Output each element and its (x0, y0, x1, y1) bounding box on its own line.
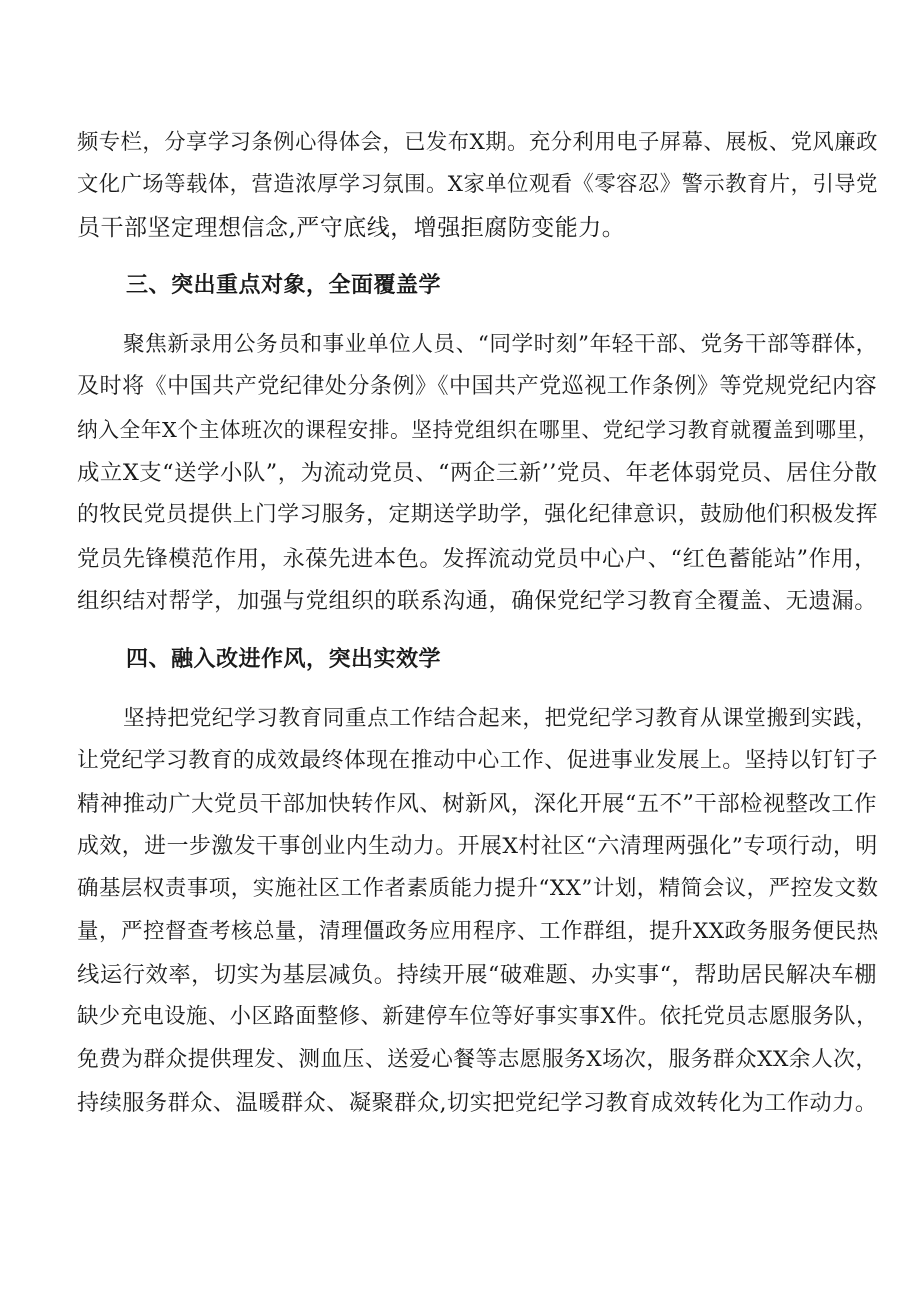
section-3-line-4: 成立X支“送学小队”，为流动党员、“两企三新’’党员、年老体弱党员、居住分散 (77, 460, 878, 486)
section-3-line-6: 党员先锋模范作用，永葆先进本色。发挥流动党员中心户、“红色蓄能站”作用， (77, 546, 877, 572)
section-4-line-2: 让党纪学习教育的成效最终体现在推动中心工作、促进事业发展上。坚持以钉钉子 (77, 748, 878, 773)
intro-line-3: 员干部坚定理想信念,严守底线，增强拒腐防变能力。 (77, 215, 626, 241)
section-3-heading: 三、突出重点对象，全面覆盖学 (126, 273, 442, 298)
section-3-line-3: 纳入全年X个主体班次的课程安排。坚持党组织在哪里、党纪学习教育就覆盖到哪里， (77, 418, 880, 442)
section-4-line-1: 坚持把党纪学习教育同重点工作结合起来，把党纪学习教育从课堂搬到实践， (123, 706, 878, 731)
intro-line-1: 频专栏，分享学习条例心得体会，已发布X期。充分利用电子屏幕、展板、党风廉政 (77, 130, 878, 155)
section-4-line-7: 线运行效率，切实为基层减负。持续开展“破难题、办实事“，帮助居民解决车棚 (77, 962, 877, 988)
intro-line-2: 文化广场等载体，营造浓厚学习氛围。X家单位观看《零容忍》警示教育片，引导党 (77, 172, 878, 197)
section-4-line-3: 精神推动广大党员干部加快转作风、树新风，深化开展“五不”干部检视整改工作 (77, 791, 877, 817)
section-4-heading: 四、融入改进作风，突出实效学 (126, 647, 442, 672)
section-4-line-6: 量，严控督查考核总量，清理僵政务应用程序、工作群组，提升XX政务服务便民热 (77, 919, 879, 944)
section-3-line-7: 组织结对帮学，加强与党组织的联系沟通，确保党纪学习教育全覆盖、无遗漏。 (77, 588, 878, 614)
section-4-line-10: 持续服务群众、温暖群众、凝聚群众,切实把党纪学习教育成效转化为工作动力。 (77, 1090, 878, 1116)
section-4-line-5: 确基层权责事项，实施社区工作者素质能力提升“XX”计划，精简会议，严控发文数 (77, 876, 879, 901)
section-3-line-5: 的牧民党员提供上门学习服务，定期送学助学，强化纪律意识，鼓励他们积极发挥 (77, 502, 878, 527)
section-3-line-2: 及时将《中国共产党纪律处分条例》《中国共产党巡视工作条例》等党规党纪内容 (77, 374, 878, 399)
section-4-line-4: 成效，进一步激发干事创业内生动力。开展X村社区“六清理两强化”专项行动，明 (77, 834, 878, 859)
section-4-line-9: 免费为群众提供理发、测血压、送爱心餐等志愿服务X场次，服务群众XX余人次， (77, 1047, 878, 1072)
section-4-line-8: 缺少充电设施、小区路面整修、新建停车位等好事实事X件。依托党员志愿服务队， (77, 1004, 878, 1029)
section-3-line-1: 聚焦新录用公务员和事业单位人员、“同学时刻”年轻干部、党务干部等群体， (123, 332, 878, 357)
